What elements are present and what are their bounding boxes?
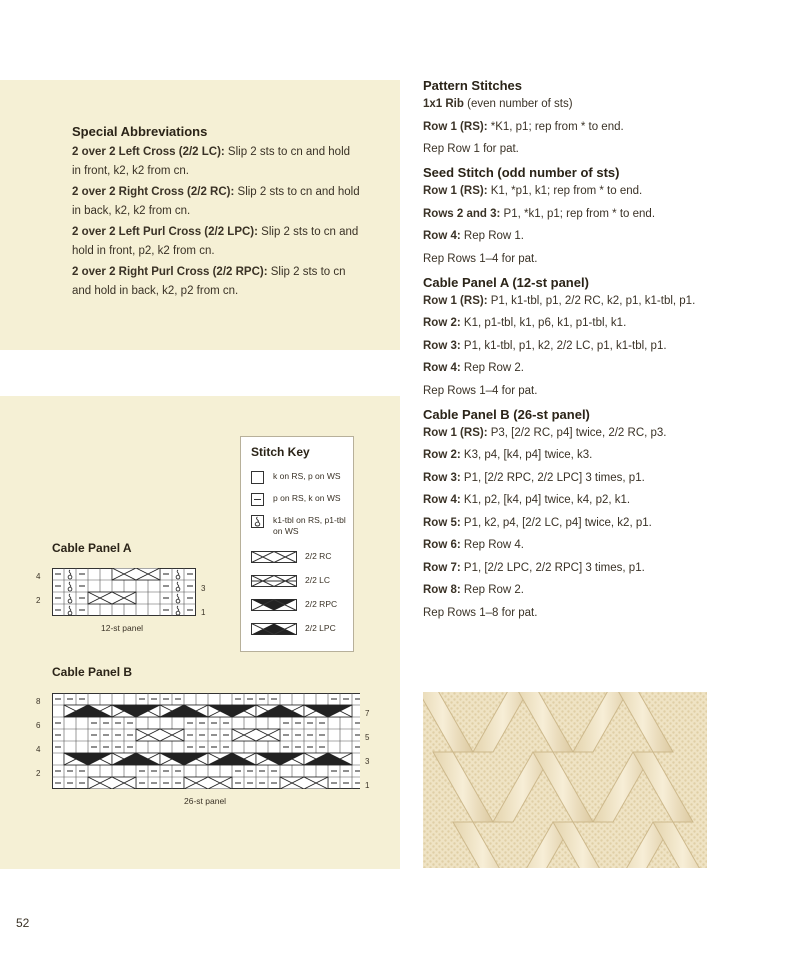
pattern-row: Row 1 (RS): P3, [2/2 RC, p4] twice, 2/2 RC, p3.	[423, 426, 667, 439]
chart-a-title: Cable Panel A	[52, 541, 132, 555]
pattern-row: Row 4: Rep Row 1.	[423, 230, 524, 242]
cable-panel-b-chart	[52, 693, 360, 789]
pattern-row: Row 1 (RS): *K1, p1; rep from * to end.	[423, 120, 624, 133]
left-cross-icon	[251, 575, 297, 587]
pattern-row: Row 8: Rep Row 2.	[423, 584, 524, 596]
pattern-row: Row 6: Rep Row 4.	[423, 539, 524, 551]
panel-a-heading: Cable Panel A (12-st panel)	[423, 274, 589, 290]
cable-cell	[184, 777, 232, 789]
cable-cell	[88, 592, 136, 604]
chart-b-row-label: 8	[36, 697, 41, 706]
twisted-stitch-icon	[251, 515, 264, 528]
pattern-row: Rep Row 1 for pat.	[423, 143, 519, 155]
cable-swatch-photo	[423, 692, 707, 868]
chart-a-row-label: 3	[201, 584, 206, 593]
right-purl-cross-icon	[251, 599, 297, 611]
chart-b-caption: 26-st panel	[184, 796, 227, 806]
chart-a-caption: 12-st panel	[101, 623, 144, 633]
cable-cell	[112, 568, 160, 580]
pattern-row: Rep Rows 1–4 for pat.	[423, 252, 538, 265]
left-purl-cross-icon	[251, 623, 297, 635]
panel-b-heading: Cable Panel B (26-st panel)	[423, 406, 590, 422]
cable-cell	[232, 729, 280, 741]
chart-b-row-label: 2	[36, 769, 41, 778]
pattern-row: Row 2: K1, p1-tbl, k1, p6, k1, p1-tbl, k1.	[423, 317, 627, 329]
chart-b-row-label: 6	[36, 721, 41, 730]
pattern-stitches	[423, 78, 763, 626]
rib-heading: 1x1 Rib (even number of sts)	[423, 98, 573, 110]
chart-a-row-label: 4	[36, 572, 41, 581]
chart-b-row-label: 4	[36, 745, 41, 754]
abbreviation-item: 2 over 2 Left Cross (2/2 LC): Slip 2 sts to cn and hold in front, k2, k2 from cn.	[72, 146, 351, 177]
pattern-row: Row 7: P1, [2/2 LPC, 2/2 RPC] 3 times, p1.	[423, 561, 645, 574]
cable-panel-a-chart	[52, 568, 196, 616]
pattern-row: Rep Rows 1–4 for pat.	[423, 384, 538, 397]
chart-a-row-label: 2	[36, 596, 41, 605]
pattern-row: Row 2: K3, p4, [k4, p4] twice, k3.	[423, 449, 593, 461]
abbreviations-title: Special Abbreviations	[72, 124, 208, 139]
knit-square-icon	[251, 471, 264, 484]
chart-b-title: Cable Panel B	[52, 665, 133, 679]
stitch-key-title: Stitch Key	[251, 445, 310, 459]
cable-cell	[136, 729, 184, 741]
abbreviation-item: 2 over 2 Left Purl Cross (2/2 LPC): Slip 2 sts to cn and hold in front, p2, k2 from cn.	[72, 226, 359, 257]
cable-cell	[280, 777, 328, 789]
purl-square-icon	[251, 493, 264, 506]
pattern-title: Pattern Stitches	[423, 78, 522, 93]
chart-b-row-label: 3	[365, 757, 370, 766]
chart-b-row-label: 5	[365, 733, 370, 742]
cable-cell	[88, 777, 136, 789]
pattern-row: Row 4: Rep Row 2.	[423, 362, 524, 374]
pattern-row: Row 1 (RS): P1, k1-tbl, p1, 2/2 RC, k2, p1, k1-tbl, p1.	[423, 294, 696, 307]
special-abbreviations	[72, 124, 362, 303]
chart-b-row-label: 1	[365, 781, 370, 790]
stitch-key: Stitch Key k on RS, p on WS p on RS, k on WS k1-tbl on RS, p1-tbl on WS 2/2 RC 2/2 LC 2/2 RPC 2/2 LPC	[240, 436, 354, 652]
pattern-row: Row 3: P1, k1-tbl, p1, k2, 2/2 LC, p1, k1-tbl, p1.	[423, 339, 667, 352]
abbreviation-item: 2 over 2 Right Purl Cross (2/2 RPC): Slip 2 sts to cn and hold in back, k2, p2 from cn.	[72, 266, 346, 297]
pattern-row: Row 5: P1, k2, p4, [2/2 LC, p4] twice, k2, p1.	[423, 516, 652, 529]
pattern-row: Rep Rows 1–8 for pat.	[423, 606, 538, 619]
pattern-row: Row 3: P1, [2/2 RPC, 2/2 LPC] 3 times, p1.	[423, 471, 645, 484]
pattern-row: Row 4: K1, p2, [k4, p4] twice, k4, p2, k1.	[423, 494, 631, 506]
chart-a-row-label: 1	[201, 608, 206, 617]
pattern-row: Row 1 (RS): K1, *p1, k1; rep from * to end.	[423, 185, 643, 197]
chart-b-row-label: 7	[365, 709, 370, 718]
page-number: 52	[16, 916, 30, 930]
pattern-row: Rows 2 and 3: P1, *k1, p1; rep from * to end.	[423, 207, 656, 220]
seed-heading: Seed Stitch (odd number of sts)	[423, 165, 620, 180]
abbreviation-item: 2 over 2 Right Cross (2/2 RC): Slip 2 sts to cn and hold in back, k2, k2 from cn.	[72, 186, 360, 217]
right-cross-icon	[251, 551, 297, 563]
